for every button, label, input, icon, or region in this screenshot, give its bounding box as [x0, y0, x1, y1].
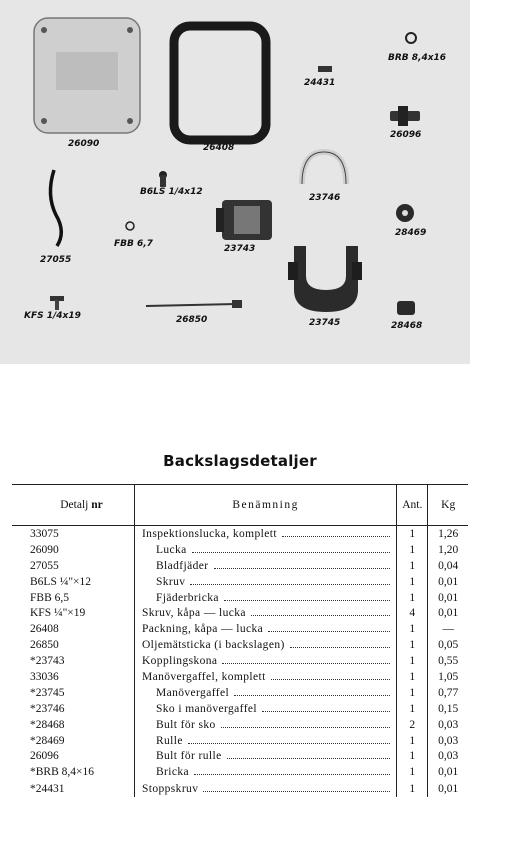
cell-ant: 2 [397, 717, 428, 733]
cell-ant: 1 [397, 590, 428, 606]
table-row [12, 621, 468, 637]
cell-detail-nr: *23743 [30, 655, 65, 668]
cell-detail-nr: *28468 [30, 718, 65, 731]
item-name: Sko i manövergaffel [155, 702, 258, 715]
table-row [12, 717, 468, 733]
cell-ant: 1 [397, 574, 428, 590]
cell-kg: 0,55 [428, 653, 468, 669]
cell-kg: 0,04 [428, 558, 468, 574]
part-label: 23743 [224, 244, 256, 254]
header-kg: Kg [428, 485, 468, 526]
cell-ant: 1 [397, 558, 428, 574]
dot-leader [203, 791, 390, 792]
cell-benamning [134, 574, 396, 590]
part-label: 26850 [176, 315, 208, 325]
table-row [12, 733, 468, 749]
dot-leader [251, 615, 390, 616]
item-name: Fjäderbricka [155, 591, 219, 604]
cell-benamning [134, 780, 396, 797]
cell-kg: 1,26 [428, 526, 468, 542]
item-name: Bricka [155, 766, 190, 779]
cell-ant: 1 [397, 685, 428, 701]
inspection-cover-part [34, 18, 140, 133]
gasket-part [174, 26, 266, 140]
cell-kg: 1,05 [428, 669, 468, 685]
item-name: Rulle [155, 734, 183, 747]
cell-ant: 1 [397, 748, 428, 764]
item-name: Oljemätsticka (i backslagen) [141, 639, 285, 652]
part-label: 23745 [309, 318, 341, 328]
dot-leader [192, 552, 391, 553]
cell-ant: 1 [397, 653, 428, 669]
item-name: Skruv [155, 575, 186, 588]
part-label: 23746 [309, 193, 341, 203]
clutch-cone-part [216, 200, 272, 240]
table-row [12, 669, 468, 685]
header-benamning: Benämning [134, 485, 396, 526]
item-name: Manövergaffel [155, 686, 230, 699]
header-nr: nr [91, 499, 103, 511]
table-header-row [12, 485, 468, 526]
dot-leader [224, 600, 390, 601]
cell-benamning [134, 764, 396, 780]
cell-ant: 1 [397, 701, 428, 717]
stop-screw-part [318, 66, 332, 72]
header-detalj: Detalj [60, 499, 89, 511]
cell-detail-nr: 33075 [30, 527, 59, 540]
cell-detail-nr: 26090 [30, 543, 59, 556]
cell-detail-nr: *28469 [30, 734, 65, 747]
cell-ant: 1 [397, 669, 428, 685]
cell-benamning [134, 621, 396, 637]
cell-benamning [134, 637, 396, 653]
cell-kg: 0,01 [428, 590, 468, 606]
table-row [12, 542, 468, 558]
cell-benamning [134, 685, 396, 701]
roller-bolt-part [390, 106, 420, 126]
washer-part [406, 33, 416, 43]
cell-ant: 1 [397, 621, 428, 637]
item-name: Kopplingskona [141, 655, 218, 668]
cell-benamning [134, 590, 396, 606]
cell-ant: 1 [397, 526, 428, 542]
cell-detail-nr: B6LS ¼"×12 [30, 575, 92, 588]
cell-detail-nr: *23745 [30, 686, 65, 699]
cell-benamning [134, 717, 396, 733]
cell-benamning [134, 701, 396, 717]
part-label: 26408 [203, 143, 235, 153]
cell-detail-nr: 26096 [30, 750, 59, 763]
parts-photo [0, 0, 470, 364]
part-label: B6LS 1/4x12 [140, 187, 203, 197]
header-ant: Ant. [397, 485, 428, 526]
cell-kg: 0,01 [428, 605, 468, 621]
item-name: Bult för rulle [155, 750, 222, 763]
cell-detail-nr: 27055 [30, 559, 59, 572]
item-name: Bladfjäder [155, 559, 209, 572]
cover-screw-part [50, 296, 64, 310]
dot-leader [290, 647, 391, 648]
spring-washer-part [126, 222, 134, 230]
cell-kg: 0,77 [428, 685, 468, 701]
cell-detail-nr: FBB 6,5 [30, 591, 69, 604]
cell-ant: 1 [397, 542, 428, 558]
dot-leader [221, 727, 391, 728]
header-detail-nr [12, 485, 134, 526]
dot-leader [268, 631, 390, 632]
item-name: Inspektionslucka, komplett [141, 527, 277, 540]
item-name: Packning, kåpa — lucka [141, 623, 264, 636]
table-row [12, 605, 468, 621]
table-row [12, 590, 468, 606]
cell-ant: 1 [397, 637, 428, 653]
dot-leader [227, 758, 391, 759]
cell-kg: — [428, 621, 468, 637]
dot-leader [222, 663, 390, 664]
part-label: 26090 [68, 139, 100, 149]
cell-detail-nr: *24431 [30, 782, 65, 795]
cell-kg: 1,20 [428, 542, 468, 558]
cell-kg: 0,01 [428, 780, 468, 797]
cell-kg: 0,03 [428, 748, 468, 764]
cell-ant: 1 [397, 733, 428, 749]
part-label: 28468 [391, 321, 423, 331]
cell-benamning [134, 733, 396, 749]
cell-benamning [134, 542, 396, 558]
shift-fork-part [288, 246, 362, 312]
item-name: Lucka [155, 543, 187, 556]
cell-ant: 4 [397, 605, 428, 621]
dot-leader [234, 695, 390, 696]
cell-detail-nr: *23746 [30, 702, 65, 715]
cell-benamning [134, 653, 396, 669]
dot-leader [190, 584, 390, 585]
cell-benamning [134, 558, 396, 574]
cell-benamning [134, 605, 396, 621]
part-label: BRB 8,4x16 [388, 53, 447, 63]
leaf-spring-part [50, 170, 61, 246]
table-row [12, 764, 468, 780]
item-name: Manövergaffel, komplett [141, 670, 266, 683]
item-name: Skruv, kåpa — lucka [141, 607, 246, 620]
part-label: 28469 [395, 228, 427, 238]
parts-table [12, 484, 468, 797]
cell-kg: 0,03 [428, 717, 468, 733]
table-row [12, 780, 468, 797]
part-label: 24431 [304, 78, 336, 88]
cell-benamning [134, 526, 396, 542]
part-label: KFS 1/4x19 [24, 311, 81, 321]
cell-kg: 0,01 [428, 574, 468, 590]
part-label: 27055 [40, 255, 72, 265]
cell-detail-nr: 26850 [30, 639, 59, 652]
table-row [12, 574, 468, 590]
cell-ant: 1 [397, 764, 428, 780]
table-row [12, 526, 468, 542]
cell-kg: 0,03 [428, 733, 468, 749]
cell-detail-nr: KFS ¼"×19 [30, 607, 86, 620]
part-label: FBB 6,7 [114, 239, 153, 249]
shoe-bolt-part [397, 301, 415, 315]
cell-kg: 0,15 [428, 701, 468, 717]
dot-leader [214, 568, 391, 569]
dot-leader [262, 711, 390, 712]
dot-leader [271, 679, 391, 680]
cell-ant: 1 [397, 780, 428, 797]
cell-detail-nr: *BRB 8,4×16 [30, 766, 94, 779]
table-row [12, 653, 468, 669]
cell-kg: 0,01 [428, 764, 468, 780]
dot-leader [194, 774, 390, 775]
cell-benamning [134, 669, 396, 685]
cell-benamning [134, 748, 396, 764]
item-name: Bult för sko [155, 718, 216, 731]
dipstick-part [146, 300, 242, 308]
part-label: 26096 [390, 130, 422, 140]
cell-detail-nr: 33036 [30, 670, 59, 683]
fork-shoe-part [302, 152, 346, 184]
table-row [12, 637, 468, 653]
table-row [12, 748, 468, 764]
dot-leader [188, 743, 390, 744]
table-row [12, 685, 468, 701]
dot-leader [282, 536, 390, 537]
cell-detail-nr: 26408 [30, 623, 59, 636]
table-row [12, 701, 468, 717]
page-title: Backslagsdetaljer [163, 452, 317, 470]
item-name: Stoppskruv [141, 782, 199, 795]
table-row [12, 558, 468, 574]
cell-kg: 0,05 [428, 637, 468, 653]
screw-part [159, 171, 167, 187]
